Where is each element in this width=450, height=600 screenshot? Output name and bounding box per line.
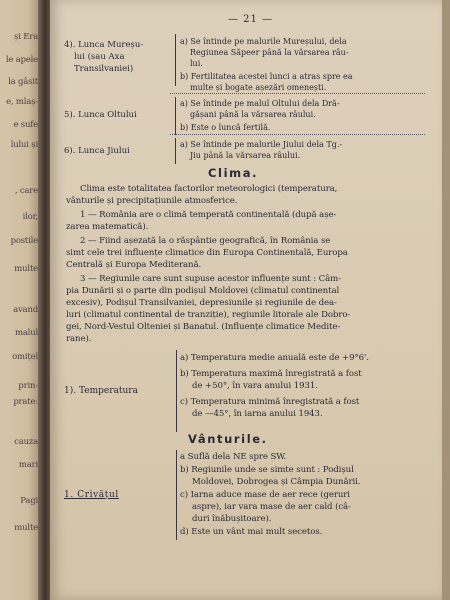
clima-point-line: 3 — Regiunile care sunt supuse acestor influențe sunt : Câm-: [80, 274, 342, 284]
clima-point-line: zarea matematică).: [66, 222, 149, 232]
definition-line: a) Se întinde pe malul Oltului dela Dră-: [180, 99, 340, 108]
temperatura-line: b) Temperatura maximă înregistrată a fost: [180, 369, 362, 379]
definition-line: Jiu până la vărsarea râului.: [190, 151, 301, 160]
left-fragment: omițel: [12, 352, 38, 362]
definition-line: lui.: [190, 59, 203, 68]
left-fragment: prate:: [13, 397, 38, 407]
left-fragment: postile: [10, 236, 38, 246]
temperatura-line: de +50°, în vara anului 1931.: [192, 381, 318, 391]
brace: [176, 450, 177, 540]
definition-line: b) Fertilitatea acestei lunci a atras spre ea: [180, 72, 353, 81]
lunca-muresului-label: 4). Lunca Mureșu-: [64, 40, 144, 50]
left-fragment: ilor,: [22, 212, 38, 222]
crivatul-line: Moldovei, Dobrogea și Câmpia Dunării.: [192, 477, 361, 487]
crivatul-line: c) Iarna aduce mase de aer rece (geruri: [180, 490, 350, 500]
left-fragment: , care: [14, 186, 38, 196]
left-fragment: prin-: [18, 381, 38, 391]
page-edge: [442, 0, 450, 600]
clima-heading: Clima.: [208, 166, 259, 180]
clima-point-line: rane).: [66, 334, 92, 344]
vanturile-heading: Vânturile.: [188, 432, 268, 446]
left-fragment: avand: [13, 305, 38, 315]
definition-line: gășani până la vărsarea râului.: [190, 110, 316, 119]
crivatul-label: 1. Crivățul: [64, 490, 119, 500]
lunca-muresului-label: Transilvaniei): [74, 64, 134, 74]
lunca-oltului-label: 5). Lunca Oltului: [64, 110, 137, 120]
clima-point-line: luri (climatul continental de tranziție), regiunile litorale ale Dobro-: [66, 310, 351, 320]
lunca-muresului-label: lui (sau Axa: [74, 52, 125, 62]
left-fragment: mari: [18, 460, 38, 470]
definition-line: b) Este o luncă fertilă.: [180, 123, 271, 132]
row-separator: [170, 134, 425, 135]
left-fragment: multe: [14, 264, 38, 274]
lunca-jiului-label: 6). Lunca Jiului: [64, 146, 130, 156]
temperatura-line: de —45°, în iarna anului 1943.: [192, 409, 323, 419]
left-fragment: lului și: [10, 140, 38, 150]
brace: [175, 34, 176, 86]
temperatura-line: c) Temperatura minimă înregistrată a fost: [180, 397, 360, 407]
clima-intro-line: vânturile și precipitațiunile atmosferice.: [66, 196, 238, 206]
crivatul-line: d) Este un vânt mai mult secetos.: [180, 527, 323, 537]
clima-point-line: Centrală și Europa Mediterană.: [66, 260, 202, 270]
crivatul-line: b) Regiunile unde se simte sunt : Podișul: [180, 465, 354, 475]
left-facing-page: [0, 0, 40, 600]
clima-point-line: simt cele trei influențe climatice din Europa Continentală, Europa: [66, 248, 348, 258]
clima-point-line: excesiv), Podișul Transilvaniei, depresiunile și regiunile de dea-: [66, 298, 337, 308]
clima-point-line: 2 — Fiind așezată la o răspântie geografică, în România se: [80, 236, 331, 246]
left-fragment: le apele: [5, 55, 38, 65]
page-number: — 21 —: [228, 14, 274, 25]
crivatul-line: aspre), iar vara mase de aer cald (câ-: [192, 502, 351, 512]
definition-line: a) Se întinde pe malurile Jiului dela Tg.-: [180, 140, 343, 149]
clima-intro-line: Clima este totalitatea factorilor meteorologici (temperatura,: [80, 184, 338, 194]
definition-line: a) Se întinde pe malurile Mureșului, dela: [180, 37, 347, 46]
brace: [175, 138, 176, 164]
left-fragment: malul: [14, 328, 38, 338]
left-fragment: multe: [14, 523, 38, 533]
temperatura-line: a) Temperatura medie anuală este de +9°6'.: [180, 353, 369, 363]
left-fragment: cauza: [14, 437, 38, 447]
definition-line: Regiunea Săpeer până la vărsarea râu-: [190, 48, 349, 57]
crivatul-line: a Suflă dela NE spre SW.: [180, 452, 287, 462]
left-fragment: e sufe: [13, 120, 38, 130]
row-separator: [170, 93, 425, 94]
book-page: [50, 0, 442, 600]
definition-line: multe și bogate așezări omenești.: [190, 83, 327, 92]
left-fragment: la gâsit: [8, 77, 38, 87]
clima-point-line: pia Dunării și o parte din podișul Moldovei (climatul continental: [66, 286, 340, 296]
brace: [176, 350, 177, 432]
clima-point-line: 1 — România are o climă temperată continentală (după așe-: [80, 210, 337, 220]
temperatura-label: 1). Temperatura: [64, 386, 138, 396]
crivatul-line: duri înăbușitoare).: [192, 514, 272, 524]
brace: [175, 97, 176, 135]
left-fragment: și Era: [14, 32, 38, 42]
clima-point-line: gei, Nord-Vestul Olteniei și Banatul. (Influențe climatice Medite-: [66, 322, 341, 332]
left-fragment: e, mlaș-: [6, 97, 38, 107]
left-fragment: Pagi: [20, 496, 38, 506]
